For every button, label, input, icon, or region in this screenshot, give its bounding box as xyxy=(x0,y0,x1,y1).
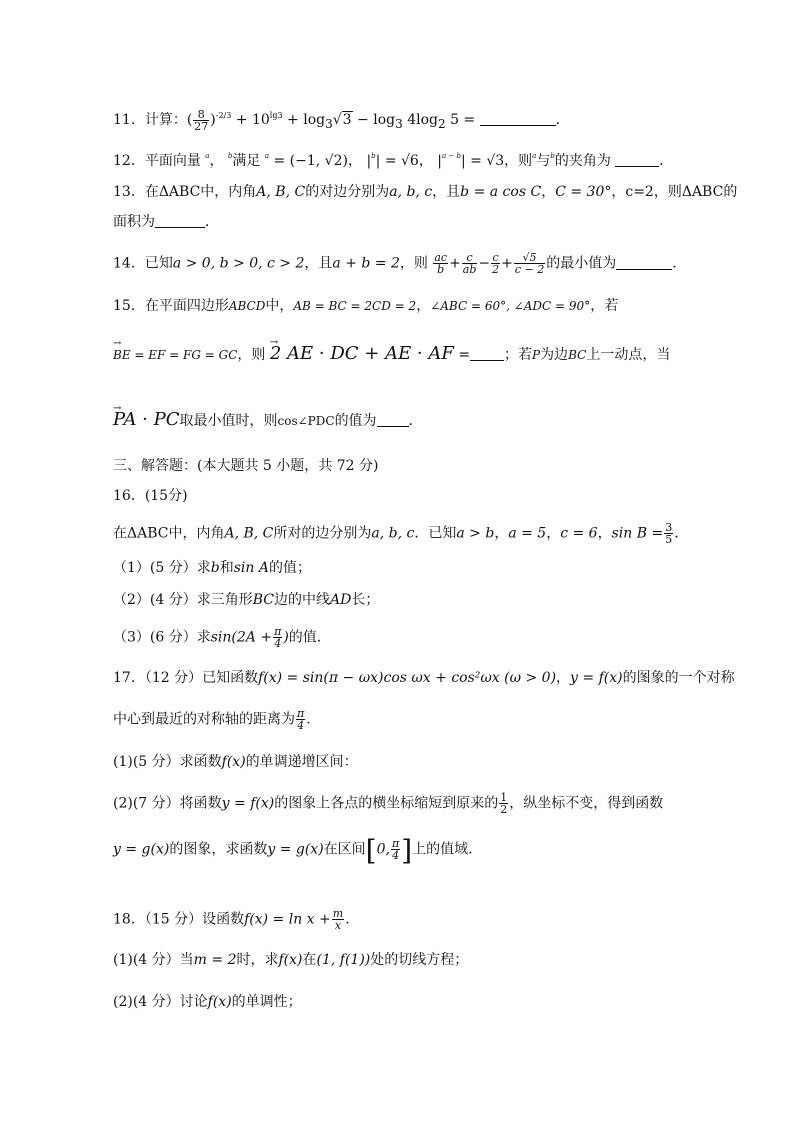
question-11: 11．计算：( $\frac{8}{27}$ )$^{-2/3} + 10^{lg3} + \log_3√3 - \log_3 4\log_2$ 5 = ． xyxy=(113,107,570,133)
answer-blank-15b[interactable] xyxy=(377,412,409,427)
q14-fraction-3: $\frac{c}{2}$ xyxy=(492,251,500,276)
question-18-head: 18．（15 分）设函数f(x) = ln x + $\frac{m}{x}$ . xyxy=(113,907,350,932)
q12-vector-value: = (−1, √2) xyxy=(273,153,348,169)
q11-label: 11．计算： xyxy=(113,112,187,128)
question-18-part-2: (2)(4 分）讨论f(x)的单调性； xyxy=(113,994,302,1010)
q15-vector-equation: → BE = EF = FG = GC xyxy=(113,345,237,365)
question-16-part-2: （2）(4 分）求三角形BC边的中线AD长； xyxy=(113,592,380,608)
question-13-line-2: 面积为 ． xyxy=(113,214,219,230)
q14-fraction-2: $\frac{c}{ab}$ xyxy=(462,251,477,276)
question-16-part-3: （3）(6 分）求sin(2A + $\frac{\pi}{4}$ )的值． xyxy=(113,625,331,650)
answer-blank-14[interactable] xyxy=(616,255,672,270)
section-title: 三、解答题：(本大题共 5 小题，共 72 分) xyxy=(113,458,379,474)
question-16-part-1: （1）(5 分）求b和sin A的值； xyxy=(113,560,311,576)
question-14: 14．已知a > 0, b > 0, c > 2，且a + b = 2，则 $\frac{ac}{b}$ + $\frac{c}{ab}$ − $\frac{c}{2}$ + $\frac{√5}{c - 2}$ 的最小值为 . xyxy=(113,251,677,276)
q12-label: 12．平面向量 xyxy=(113,153,201,169)
question-17-part-2-cont: y = g(x)的图象，求函数y = g(x)在区间[0, $\frac{\pi}{4}$ ]上的值域. xyxy=(113,833,473,867)
q15-dot-expression: → 2 AE · DC + AE · AF xyxy=(270,344,454,364)
question-16-intro: 在ΔABC中，内角A, B, C所对的边分别为a, b, c．已知a > b，a = 5，c = 6，sin B = $\frac{3}{5}$ ． xyxy=(113,521,689,546)
q14-fraction-4: $\frac{√5}{c - 2}$ xyxy=(514,251,545,276)
question-12: 12．平面向量 $^a$， $^b$满足 $^a$ = (−1, √2)， $|^b| = √6$， $|^{a - b}| = √3$，则$^a$与$^b$的夹角为 ． xyxy=(113,152,674,169)
question-17-head: 17．（12 分）已知函数f(x) = sin(π − ωx)cos ωx + cos²ωx (ω > 0)，y = f(x)的图象的一个对称 xyxy=(113,670,735,686)
question-17-part-2: (2)(7 分）将函数y = f(x)的图象上各点的横坐标缩短到原来的 $\frac{1}{2}$ ，纵坐标不变，得到函数 xyxy=(113,791,664,816)
answer-blank-12[interactable] xyxy=(615,152,659,167)
q14-fraction-1: $\frac{ac}{b}$ xyxy=(434,251,448,276)
question-18-part-1: (1)(4 分）当m = 2时，求f(x)在(1, f(1))处的切线方程； xyxy=(113,952,469,968)
question-15-line-2: → BE = EF = FG = GC，则 → 2 AE · DC + AE · AF = ；若P为边BC上一动点，当 xyxy=(113,344,670,365)
answer-blank-13[interactable] xyxy=(155,213,205,228)
answer-blank-11[interactable] xyxy=(480,111,556,126)
answer-blank-15a[interactable] xyxy=(470,346,504,361)
question-17-part-1: (1)(5 分）求函数f(x)的单调递增区间： xyxy=(113,754,358,770)
question-15-line-1: 15．在平面四边形ABCD中，AB = BC = 2CD = 2，∠ABC = 60°, ∠ADC = 90°，若 xyxy=(113,298,619,314)
q11-base-fraction: $\frac{8}{27}$ xyxy=(194,107,209,133)
q11-exponent: -2/3 xyxy=(215,111,232,120)
question-15-line-3: → PA · PC取最小值时，则cos∠PDC的值为 ． xyxy=(113,410,423,431)
question-16-head: 16．(15分) xyxy=(113,488,188,504)
question-17-line-2: 中心到最近的对称轴的距离为 $\frac{\pi}{4}$ . xyxy=(113,707,311,732)
q15-pa-pc: → PA · PC xyxy=(113,410,180,430)
question-13-line-1: 13．在ΔABC中，内角A, B, C的对边分别为a, b, c，且b = a cos C，C = 30°，c=2，则ΔABC的 xyxy=(113,184,738,200)
